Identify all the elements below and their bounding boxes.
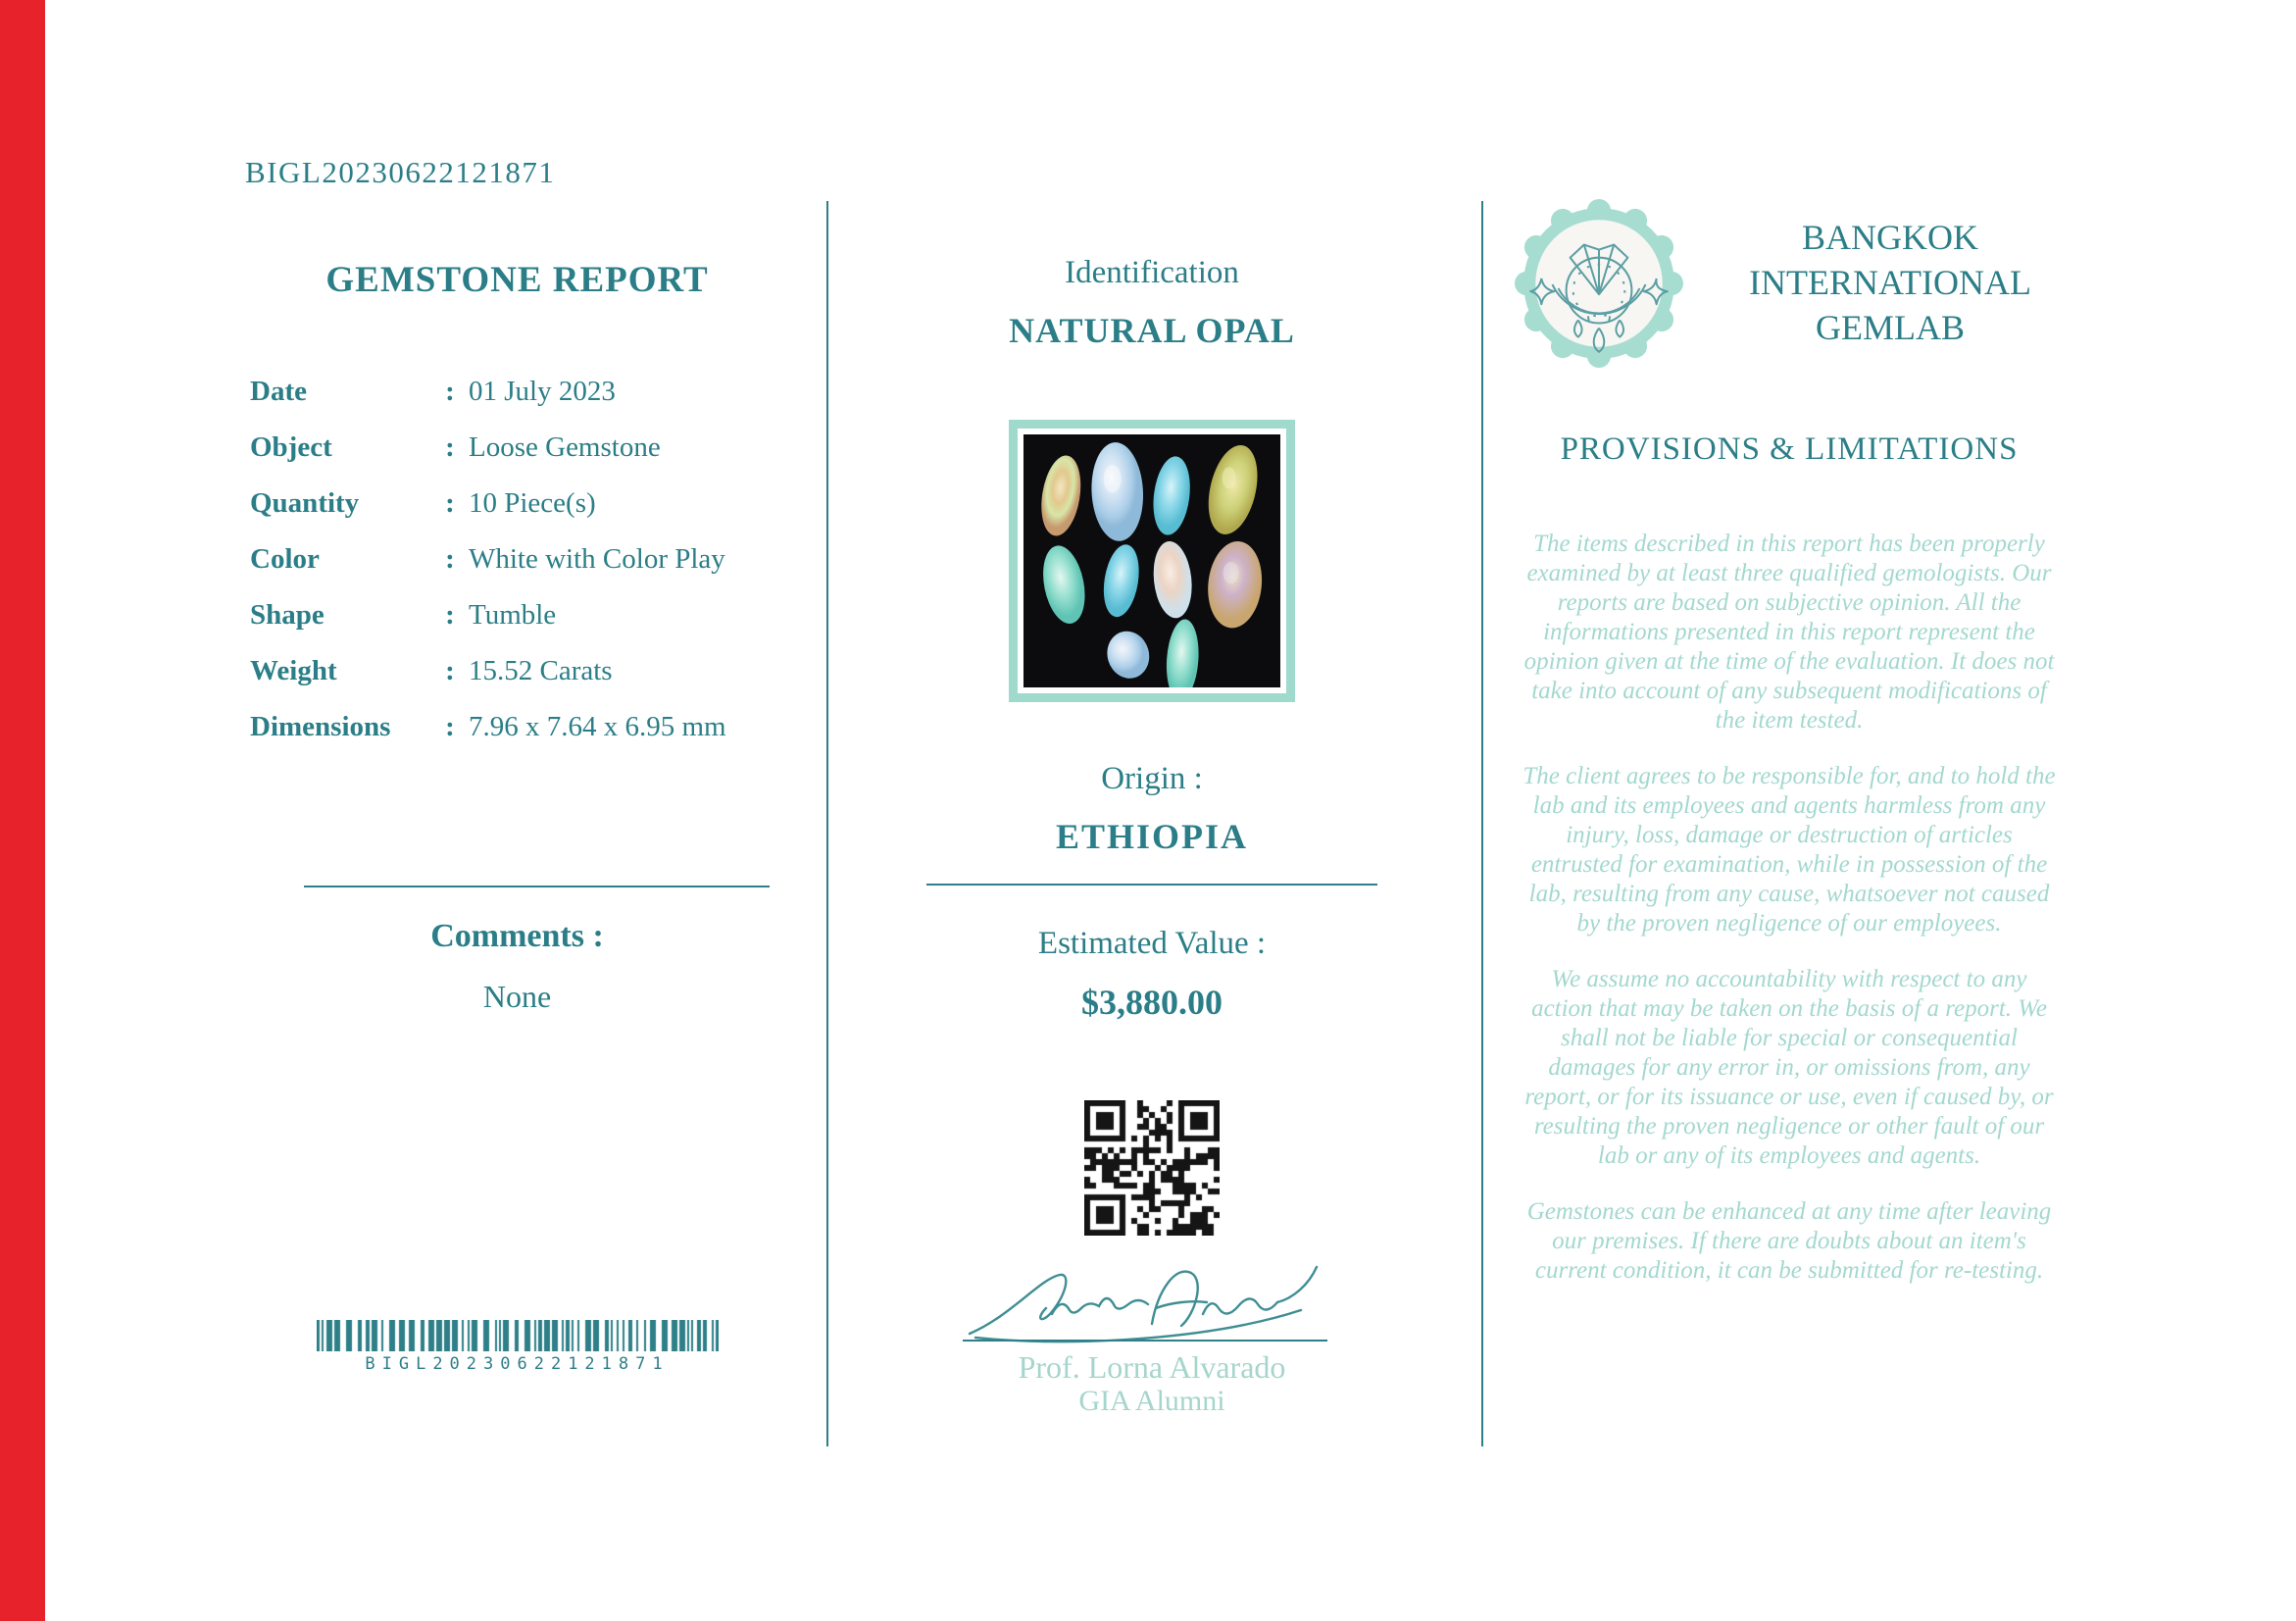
estimated-value-amount: $3,880.00 [1081, 983, 1223, 1022]
value-divider [926, 884, 1377, 886]
comments-label: Comments : [430, 918, 604, 954]
provisions-paragraph: The items described in this report has been properly examined by at least three qualified gemologists. Our reports are based on subjective opinion. All the informations presented in this report represent the opinion given at the time of the evaluation. It does not take into account of any subsequent modifications of the item tested. [1523, 531, 2055, 734]
field-label: Object [250, 431, 332, 463]
field-value: 01 July 2023 [469, 376, 616, 407]
gemlab-logo-icon [1515, 199, 1683, 368]
provisions-title: PROVISIONS & LIMITATIONS [1560, 431, 2019, 467]
field-separator: : [445, 599, 455, 631]
identification-label: Identification [1065, 255, 1239, 290]
qr-code [912, 1100, 1392, 1236]
field-value: Loose Gemstone [469, 431, 661, 463]
provisions-paragraph: We assume no accountability with respect to any action that may be taken on the basis of a report. We shall not be liable for special or consequential damages for any error in, or omissions from, any report, or for its issuance or use, even if caused by, or resulting the proven negligence or other fault of our lab or any of its employees and agents. [1524, 966, 2054, 1169]
column-divider-right [1481, 201, 1483, 1446]
barcode-text: BIGL20230622121871 [365, 1354, 670, 1374]
field-separator: : [445, 487, 455, 519]
gemstone-photo [1009, 420, 1295, 702]
comments-value: None [482, 979, 552, 1014]
field-separator: : [445, 543, 455, 575]
field-label: Weight [250, 655, 337, 686]
lab-name-line: INTERNATIONAL [1749, 263, 2031, 303]
provisions-text [1522, 530, 2057, 1312]
field-row-color [250, 543, 784, 599]
field-row-object [250, 431, 784, 487]
field-row-dimensions [250, 711, 784, 767]
report-fields [250, 376, 784, 767]
field-label: Quantity [250, 487, 360, 519]
field-row-weight [250, 655, 784, 711]
qr-code-image [1084, 1100, 1220, 1236]
provisions-paragraph: Gemstones can be enhanced at any time after leaving our premises. If there are doubts about an item's current condition, it can be submitted for re-testing. [1526, 1198, 2052, 1284]
left-edge-red-strip [0, 0, 45, 1621]
lab-header [1515, 199, 2081, 368]
field-separator: : [445, 655, 455, 686]
barcode [250, 1320, 784, 1374]
field-row-shape [250, 599, 784, 655]
field-separator: : [445, 431, 455, 463]
signatory-title: GIA Alumni [1078, 1385, 1225, 1417]
field-value: Tumble [469, 599, 557, 631]
gem-name: NATURAL OPAL [1009, 311, 1295, 350]
origin-label: Origin : [1101, 761, 1203, 796]
field-label: Date [250, 376, 307, 407]
signature-icon [956, 1253, 1348, 1346]
origin-value: ETHIOPIA [1055, 817, 1249, 856]
field-label: Color [250, 543, 320, 575]
field-value: White with Color Play [469, 543, 725, 575]
comments-divider [304, 886, 770, 887]
field-value: 15.52 Carats [469, 655, 613, 686]
lab-name-line: BANGKOK [1802, 218, 1978, 258]
field-separator: : [445, 711, 455, 742]
lab-name-line: GEMLAB [1816, 307, 1965, 347]
barcode-bars [317, 1320, 719, 1351]
field-value: 10 Piece(s) [469, 487, 596, 519]
field-label: Shape [250, 599, 324, 631]
provisions-paragraph: The client agrees to be responsible for, and to hold the lab and its employees and agents harmless from any injury, loss, damage or destruction of articles entrusted for examination, while in possession of the lab, resulting from any cause, whatsoever not caused by the proven negligence of our employees. [1522, 763, 2056, 937]
field-separator: : [445, 376, 455, 407]
report-number: BIGL20230622121871 [245, 155, 556, 189]
field-label: Dimensions [250, 711, 391, 742]
field-row-date [250, 376, 784, 431]
field-row-quantity [250, 487, 784, 543]
estimated-value-label: Estimated Value : [1037, 926, 1267, 961]
field-value: 7.96 x 7.64 x 6.95 mm [469, 711, 726, 742]
opal-stones-image [1023, 434, 1280, 687]
signature-line [963, 1340, 1327, 1342]
column-divider-left [826, 201, 828, 1446]
lab-name [1683, 216, 2081, 350]
signatory-name: Prof. Lorna Alvarado [1018, 1349, 1286, 1385]
report-title: GEMSTONE REPORT [325, 260, 709, 300]
